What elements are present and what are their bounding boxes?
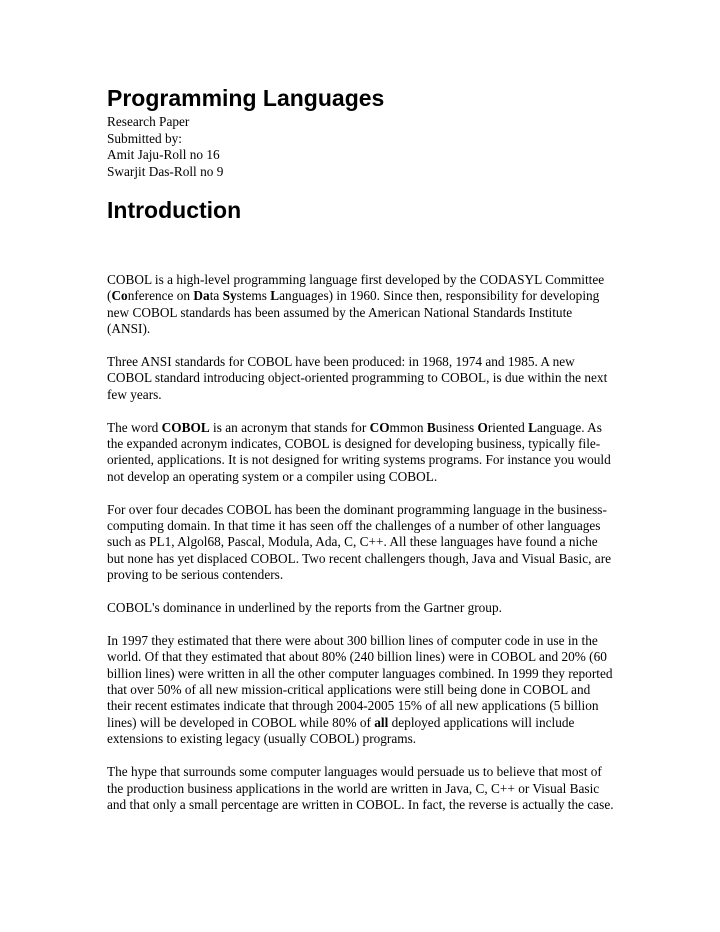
bold-text: L <box>270 288 280 304</box>
document-title: Programming Languages <box>107 85 385 111</box>
bold-text: all <box>374 714 389 730</box>
bold-text: Sy <box>222 288 237 304</box>
body-paragraph <box>107 502 617 584</box>
meta-author-1: Amit Jaju-Roll no 16 <box>107 147 220 162</box>
bold-text: B <box>426 419 436 435</box>
text-run: anguages) in 1960. Since then, responsibility for developing new COBOL standards has been assumed by the American National Standards Institute (ANSI). <box>107 288 600 337</box>
text-run: COBOL's dominance in underlined by the reports from the Gartner group. <box>107 600 502 616</box>
meta-paper-type: Research Paper <box>107 114 190 129</box>
section-heading: Introduction <box>107 197 242 223</box>
body-paragraph <box>107 600 617 616</box>
document-meta <box>107 114 617 180</box>
text-run: deployed applications will include extensions to existing legacy (usually COBOL) programs. <box>107 714 575 747</box>
text-run: Three ANSI standards for COBOL have been produced: in 1968, 1974 and 1985. A new COBOL standard introducing object-oriented programming to COBOL, is due within the next few years. <box>107 354 608 402</box>
text-run: COBOL is a high-level programming language first developed by the CODASYL Committee ( <box>107 272 605 304</box>
text-run: The hype that surrounds some computer languages would persuade us to believe that most of the production business applications in the world are written in Java, C, C++ or Visual Basic and that only a small percentage are written in COBOL. In fact, the reverse is actually the case. <box>107 764 614 812</box>
document-content <box>107 84 617 830</box>
body-paragraph <box>107 420 617 486</box>
bold-text: Da <box>193 288 210 304</box>
text-run: In 1997 they estimated that there were about 300 billion lines of computer code in use in the world. Of that they estimated that about 80% (240 billion lines) were in COBOL and 20% (60 billion lines) were written in all the other computer languages combined. In 1999 they reported that over 50% of all new mission-critical applications were still being done in COBOL and their recent estimates indicate that through 2004-2005 15% of all new applications (5 billion lines) will be developed in COBOL while 80% of <box>107 632 613 730</box>
text-run: ta <box>209 288 223 304</box>
body-paragraph <box>107 764 617 813</box>
text-run: is an acronym that stands for <box>209 419 370 435</box>
bold-text: Co <box>111 288 128 304</box>
meta-author-2: Swarjit Das-Roll no 9 <box>107 163 224 179</box>
text-run: For over four decades COBOL has been the dominant programming language in the business-computing domain. In that time it has seen off the challenges of a number of other languages such as PL1, Algol68, Pascal, Modula, Ada, C, C++. All these languages have found a niche but none has yet displaced COBOL. Two recent challengers though, Java and Visual Basic, are proving to be serious contenders. <box>107 501 612 583</box>
body-paragraph <box>107 354 617 403</box>
bold-text: COBOL <box>161 419 210 435</box>
section-body <box>107 272 617 813</box>
bold-text: L <box>528 419 537 435</box>
text-run: stems <box>236 288 271 304</box>
bold-text: O <box>477 419 488 435</box>
text-run: usiness <box>435 419 478 435</box>
text-run: mmon <box>389 419 427 435</box>
text-run: riented <box>487 419 529 435</box>
meta-submitted-by: Submitted by: <box>107 130 182 146</box>
text-run: nference on <box>127 288 194 304</box>
text-run: The word <box>107 419 162 435</box>
body-paragraph <box>107 633 617 748</box>
text-run: anguage. As the expanded acronym indicates, COBOL is designed for developing business, typically file-oriented, applications. It is not designed for writing systems programs. For instance you would not develop an operating system or a compiler using COBOL. <box>107 419 611 484</box>
bold-text: CO <box>369 419 390 435</box>
body-paragraph <box>107 272 617 338</box>
